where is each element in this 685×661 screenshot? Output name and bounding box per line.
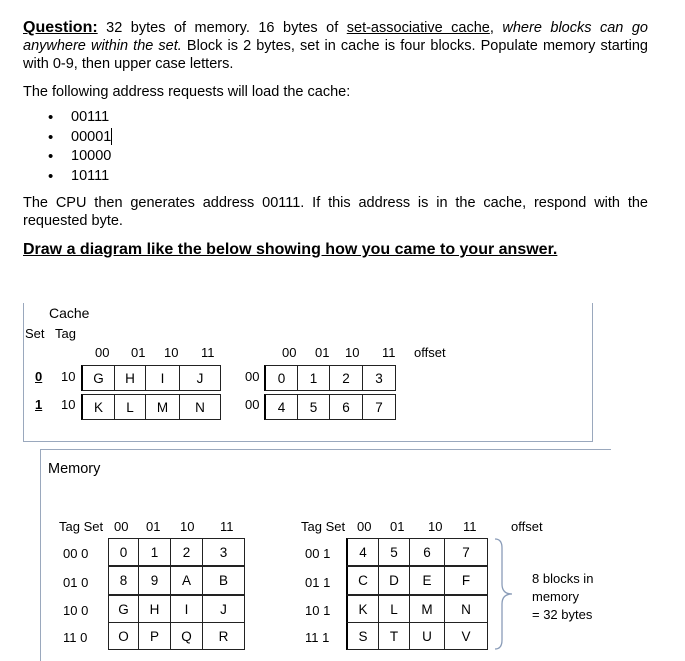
cache-frame-bottom bbox=[23, 441, 593, 442]
memory-cell: 6 bbox=[409, 538, 445, 566]
memory-cell: V bbox=[444, 622, 488, 650]
question-text-3: Block is 2 bytes, set in cache is four blocks. Populate memory starting with 0-9, then upper case letters. bbox=[23, 38, 648, 72]
memory-cell: N bbox=[444, 595, 488, 623]
memory-cell: S bbox=[346, 622, 379, 650]
offset-label: offset bbox=[511, 519, 543, 534]
cache-cell: N bbox=[179, 394, 221, 420]
cache-frame-left bbox=[23, 303, 24, 442]
cache-cell: 7 bbox=[362, 394, 396, 420]
question-paragraph bbox=[23, 19, 648, 73]
tag-set-value: 10 0 bbox=[63, 603, 89, 618]
tag-set-value: 00 1 bbox=[305, 546, 331, 561]
offset-header: 01 bbox=[146, 519, 161, 534]
memory-cell: B bbox=[202, 566, 245, 595]
memory-cell: 1 bbox=[138, 538, 171, 566]
cache-cell: H bbox=[114, 365, 146, 391]
question-link: set-associative cache bbox=[346, 20, 490, 36]
memory-cell: T bbox=[378, 622, 410, 650]
offset-header: 11 bbox=[382, 345, 396, 360]
tag-value: 10 bbox=[61, 397, 76, 412]
right-brace-icon bbox=[494, 538, 516, 650]
offset-header: 10 bbox=[180, 519, 195, 534]
cache-cell: G bbox=[81, 365, 115, 391]
address-request-list bbox=[48, 108, 111, 186]
cache-cell: J bbox=[179, 365, 221, 391]
cache-cell: 1 bbox=[297, 365, 330, 391]
offset-header: 11 bbox=[463, 519, 477, 534]
memory-cell: Q bbox=[170, 622, 203, 650]
memory-cell: J bbox=[202, 595, 245, 623]
offset-header: 10 bbox=[164, 345, 179, 360]
memory-cell: M bbox=[409, 595, 445, 623]
question-text-2: , bbox=[489, 20, 503, 36]
memory-cell: A bbox=[170, 566, 203, 595]
cpu-paragraph: The CPU then generates address 00111. If this address is in the cache, respond with the requested byte. bbox=[23, 195, 648, 229]
text-cursor bbox=[111, 128, 112, 145]
memory-cell: U bbox=[409, 622, 445, 650]
memory-cell: R bbox=[202, 622, 245, 650]
offset-header: 10 bbox=[345, 345, 360, 360]
memory-note: memory bbox=[532, 589, 579, 604]
memory-cell: 3 bbox=[202, 538, 245, 566]
tag-set-value: 01 0 bbox=[63, 575, 89, 590]
tag-set-value: 01 1 bbox=[305, 575, 331, 590]
cache-cell: M bbox=[145, 394, 180, 420]
memory-cell: K bbox=[346, 595, 379, 623]
question-italic: where blocks can go anywhere within the set. bbox=[23, 20, 648, 54]
tag-set-value: 11 1 bbox=[305, 630, 330, 645]
memory-cell: G bbox=[108, 595, 139, 623]
cache-frame-right bbox=[592, 303, 593, 442]
tag-value: 00 bbox=[245, 369, 260, 384]
memory-cell: P bbox=[138, 622, 171, 650]
question-label: Question: bbox=[23, 19, 98, 36]
memory-cell: 4 bbox=[346, 538, 379, 566]
memory-cell: I bbox=[170, 595, 203, 623]
offset-header: 01 bbox=[390, 519, 405, 534]
list-item: • 10000 bbox=[48, 147, 111, 167]
memory-cell: O bbox=[108, 622, 139, 650]
memory-frame-left bbox=[40, 449, 41, 661]
offset-header: 10 bbox=[428, 519, 443, 534]
tag-label: Tag bbox=[55, 326, 76, 341]
cache-cell: 2 bbox=[329, 365, 363, 391]
cache-title: Cache bbox=[49, 305, 90, 321]
memory-cell: H bbox=[138, 595, 171, 623]
memory-cell: 2 bbox=[170, 538, 203, 566]
memory-cell: 8 bbox=[108, 566, 139, 595]
offset-header: 01 bbox=[131, 345, 146, 360]
memory-cell: D bbox=[378, 566, 410, 595]
cache-cell: 4 bbox=[264, 394, 298, 420]
memory-note: 8 blocks in bbox=[532, 571, 594, 586]
offset-header: 11 bbox=[201, 345, 215, 360]
memory-title: Memory bbox=[48, 461, 101, 477]
tag-set-header: Tag Set bbox=[301, 519, 346, 534]
set-number: 0 bbox=[35, 369, 43, 384]
tag-set-value: 00 0 bbox=[63, 546, 89, 561]
cache-cell: K bbox=[81, 394, 115, 420]
offset-header: 00 bbox=[95, 345, 110, 360]
offset-header: 00 bbox=[357, 519, 372, 534]
offset-label: offset bbox=[414, 345, 446, 360]
tag-value: 00 bbox=[245, 397, 260, 412]
memory-cell: F bbox=[444, 566, 488, 595]
cache-cell: 0 bbox=[264, 365, 298, 391]
memory-cell: C bbox=[346, 566, 379, 595]
cache-cell: 5 bbox=[297, 394, 330, 420]
list-item: • 00111 bbox=[48, 108, 111, 128]
tag-set-value: 10 1 bbox=[305, 603, 331, 618]
list-item: • 10111 bbox=[48, 167, 111, 187]
intro-text: The following address requests will load the cache: bbox=[23, 84, 351, 100]
memory-cell: E bbox=[409, 566, 445, 595]
set-label: Set bbox=[25, 326, 45, 341]
cache-cell: L bbox=[114, 394, 146, 420]
memory-cell: 7 bbox=[444, 538, 488, 566]
memory-cell: 9 bbox=[138, 566, 171, 595]
memory-cell: L bbox=[378, 595, 410, 623]
cache-cell: I bbox=[145, 365, 180, 391]
list-item: • 00001 bbox=[48, 128, 111, 148]
offset-header: 00 bbox=[282, 345, 297, 360]
memory-frame-top bbox=[40, 449, 611, 450]
cache-cell: 6 bbox=[329, 394, 363, 420]
cache-cell: 3 bbox=[362, 365, 396, 391]
offset-header: 01 bbox=[315, 345, 330, 360]
memory-note: = 32 bytes bbox=[532, 607, 593, 622]
offset-header: 11 bbox=[220, 519, 234, 534]
memory-cell: 0 bbox=[108, 538, 139, 566]
tag-set-value: 11 0 bbox=[63, 630, 88, 645]
tag-set-header: Tag Set bbox=[59, 519, 104, 534]
offset-header: 00 bbox=[114, 519, 129, 534]
diagram-heading: Draw a diagram like the below showing how you came to your answer. bbox=[23, 241, 558, 258]
question-text-1: 32 bytes of memory. 16 bytes of bbox=[97, 20, 347, 36]
memory-cell: 5 bbox=[378, 538, 410, 566]
tag-value: 10 bbox=[61, 369, 76, 384]
set-number: 1 bbox=[35, 397, 43, 412]
